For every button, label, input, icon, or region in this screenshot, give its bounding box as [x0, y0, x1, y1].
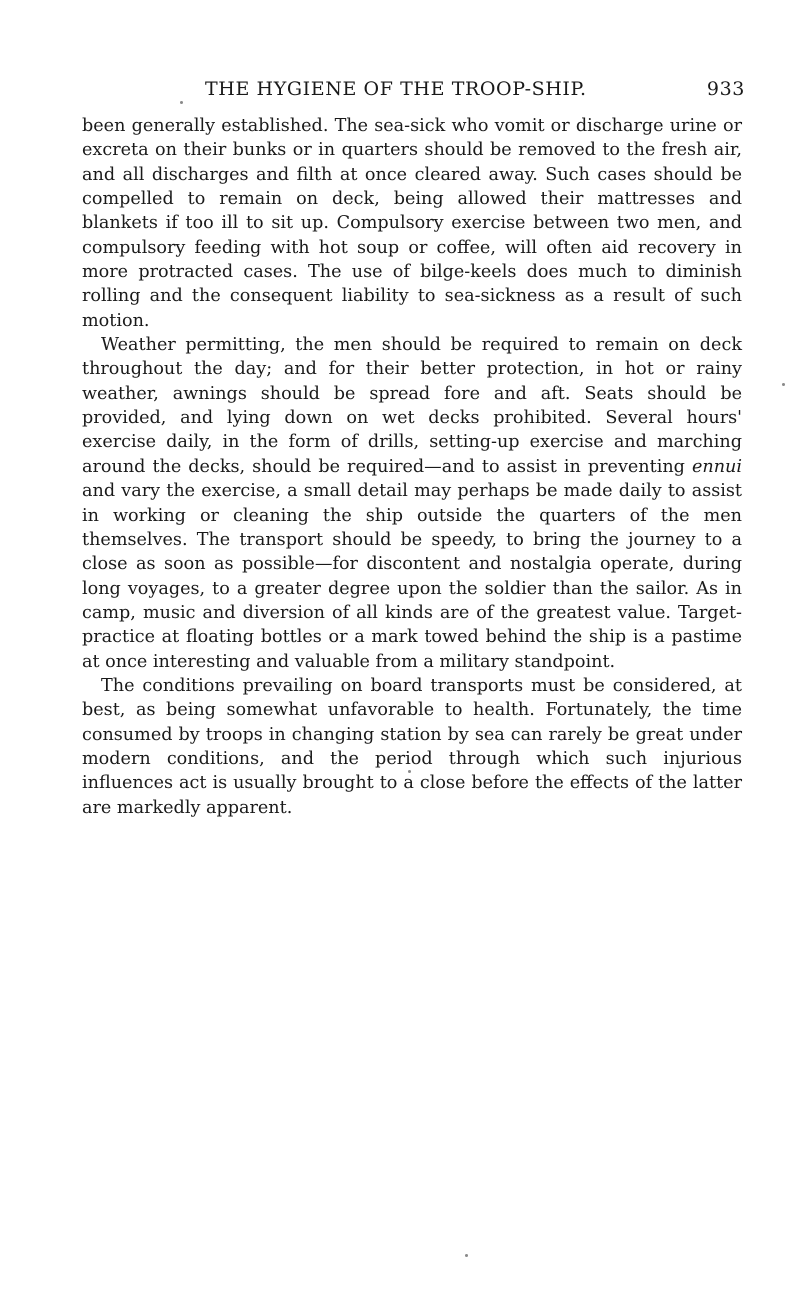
paragraph-conditions: The conditions prevailing on board transports must be considered, at best, as being somewhat unfavorable to health. Fortunately, the time consumed by troops in changing station by sea can rarely be great under modern conditions, and the period through which such injurious influences act is usually brought to a close before the effects of the latter are markedly apparent.	[82, 675, 742, 818]
paragraph-text-part: Weather permitting, the men should be required to remain on deck throughout the day; and for their better protection, in hot or rainy weather, awnings should be spread fore and aft. Seats should be provided, and lying down on wet decks prohibited. Several hours' exercise daily, in the form of drills, setting-up exercise and marching around the decks, should be required—and to assist in preventing	[82, 335, 742, 477]
body-text	[82, 114, 742, 820]
paper-speck	[408, 770, 411, 773]
paragraph-sea-sickness: been generally established. The sea-sick who vomit or discharge urine or excreta on their bunks or in quarters should be removed to the fresh air, and all discharges and filth at once cleared away. Such cases should be compelled to remain on deck, being allowed their mattresses and blankets if too ill to sit up. Compulsory exercise between two men, and compulsory feeding with hot soup or coffee, will often aid recovery in more protracted cases. The use of bilge-keels does much to diminish rolling and the consequent liability to sea-sickness as a result of such motion.	[82, 116, 742, 331]
page-number: 933	[706, 78, 745, 100]
paragraph-deck-exercise	[82, 333, 742, 674]
paper-speck	[782, 383, 785, 386]
running-title: THE HYGIENE OF THE TROOP-SHIP.	[205, 78, 587, 100]
paper-speck	[180, 101, 183, 104]
running-head	[205, 78, 745, 108]
paragraph-text-part: and vary the exercise, a small detail may perhaps be made daily to assist in working or cleaning the ship outside the quarters of the men themselves. The transport should be speedy, to bring the journey to a close as soon as possible—for discontent and nostalgia operate, during long voyages, to a greater degree upon the soldier than the sailor. As in camp, music and diversion of all kinds are of the greatest value. Target-practice at floating bottles or a mark towed behind the ship is a pastime at once interesting and valuable from a military standpoint.	[82, 481, 742, 672]
paper-speck	[465, 1254, 468, 1257]
italic-term: ennui	[691, 456, 742, 477]
